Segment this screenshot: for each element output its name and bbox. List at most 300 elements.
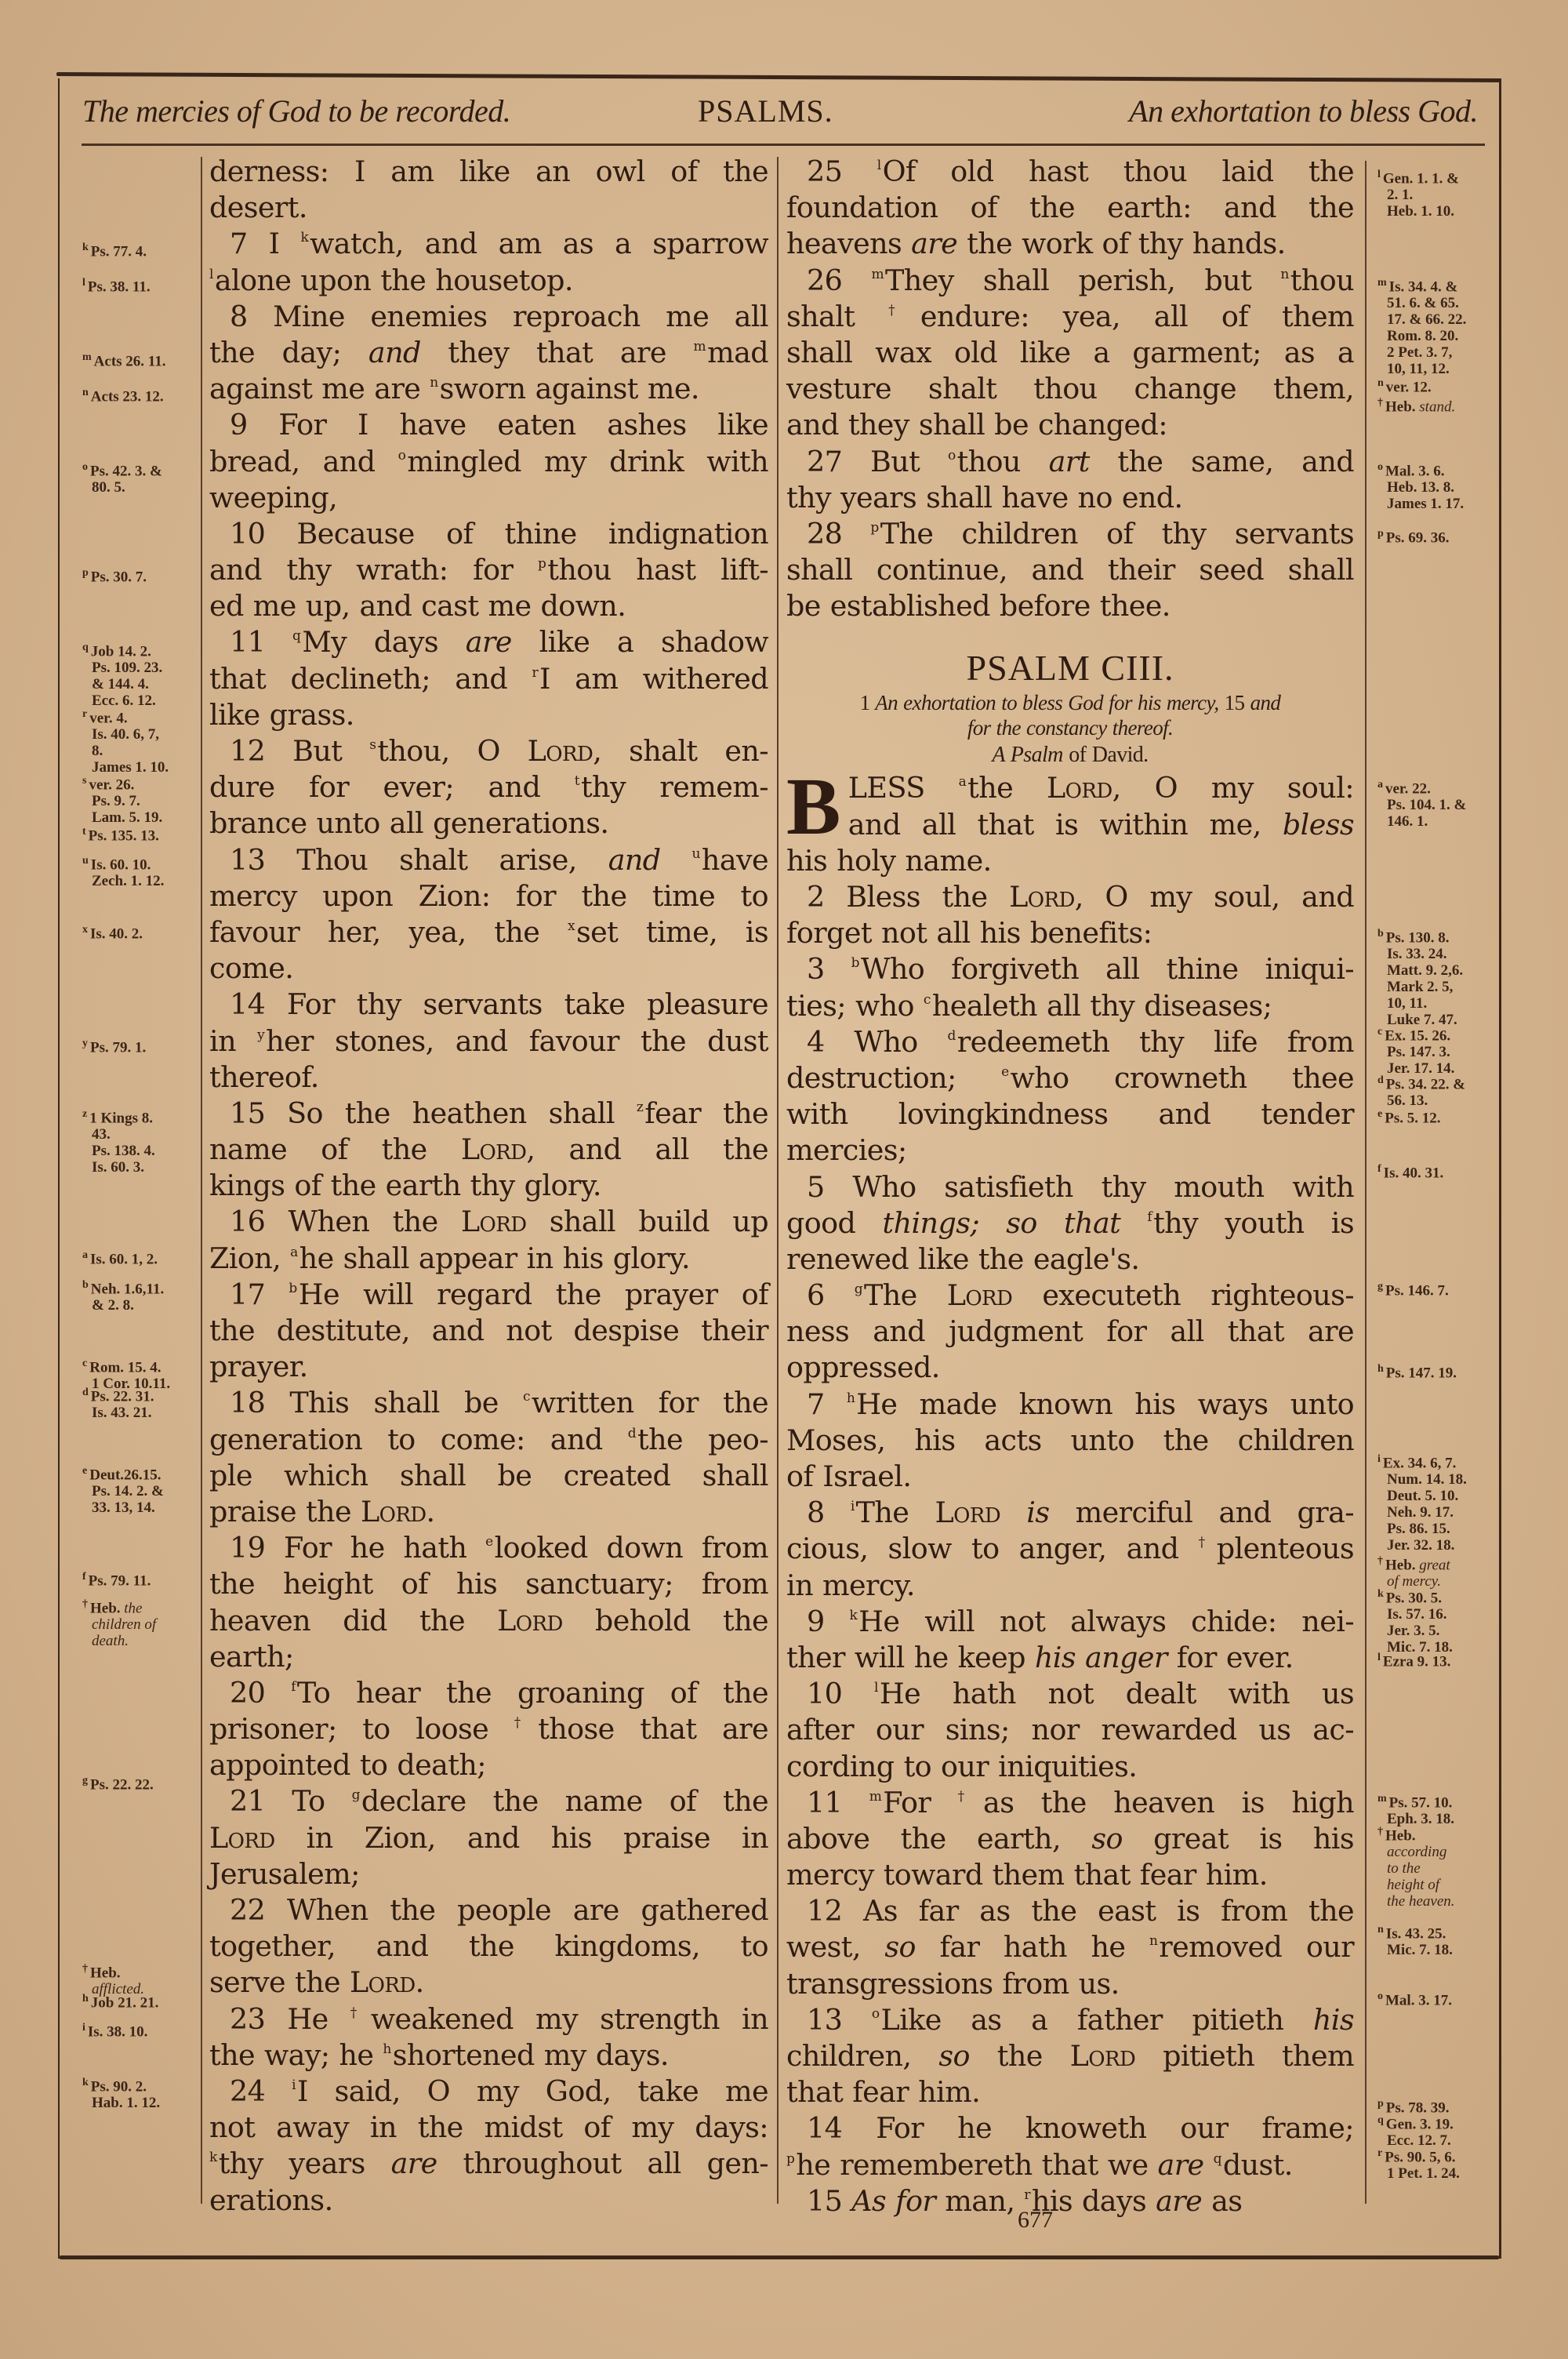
cross-reference: $^o$ Ps. 42. 3. & 80. 5. xyxy=(82,461,162,496)
reference-mark: m xyxy=(869,1788,882,1805)
text-line: the way; he $^h$shortened my days. xyxy=(209,2037,669,2072)
left-column-divider xyxy=(201,157,202,2204)
text-line: above the earth, so great is his xyxy=(786,1821,1355,1856)
text-line: in $^y$her stones, and favour the dust xyxy=(209,1023,768,1058)
psalm-title: PSALM CIII. xyxy=(966,648,1174,689)
reference-mark: p xyxy=(870,519,879,536)
italic-supplied-word: his xyxy=(1312,2002,1355,2037)
reference-key: † xyxy=(1377,397,1383,409)
text-line: ther will he keep his anger for ever. xyxy=(786,1640,1294,1674)
text-line: heavens are the work of thy hands. xyxy=(786,227,1286,261)
text-line: 14 For thy servants take pleasure xyxy=(230,987,768,1022)
text-line: in mercy. xyxy=(786,1568,915,1602)
text-line: 15 So the heathen shall $^z$fear the xyxy=(230,1096,769,1130)
cross-reference: $^c$ Rom. 15. 4. 1 Cor. 10.11. xyxy=(82,1358,171,1393)
right-column-divider xyxy=(1365,161,1367,2204)
reference-key: b xyxy=(82,1279,89,1291)
text-line: 13 Thou shalt arise, and $^u$have xyxy=(230,842,768,877)
cross-reference: $^l$ Ps. 38. 11. xyxy=(82,277,151,296)
text-line: 4 Who $^d$redeemeth thy life from xyxy=(807,1024,1354,1059)
reference-key: g xyxy=(1377,1281,1383,1292)
text-line: west, so far hath he $^n$removed our xyxy=(786,1930,1354,1965)
text-line: and all that is within me, bless xyxy=(848,807,1354,841)
text-line: cording to our iniquities. xyxy=(786,1749,1138,1783)
italic-supplied-word: As for xyxy=(851,2183,936,2218)
cross-reference: $^l$ Ezra 9. 13. xyxy=(1377,1652,1451,1670)
reference-mark: p xyxy=(537,556,546,572)
small-caps-lord: Lord xyxy=(209,1820,275,1855)
text-line: 7 I $^k$watch, and am as a sparrow xyxy=(230,227,768,261)
reference-mark: b xyxy=(289,1280,297,1296)
reference-mark: l xyxy=(877,158,881,173)
cross-reference: † Heb. great of mercy. xyxy=(1377,1555,1450,1590)
reference-key: d xyxy=(1377,1074,1384,1086)
reference-key: c xyxy=(1377,1026,1383,1038)
reference-mark: e xyxy=(1001,1063,1009,1080)
text-line: foundation of the earth: and the xyxy=(786,191,1354,225)
text-line: Lord in Zion, and his praise in xyxy=(209,1820,768,1855)
text-line: 11 $^q$My days are like a shadow xyxy=(230,625,768,660)
small-caps-lord: Lord xyxy=(935,1496,1001,1530)
reference-mark: x xyxy=(568,918,575,934)
text-line: after our sins; nor rewarded us ac- xyxy=(786,1713,1354,1747)
text-line: LESS $^a$the Lord, O my soul: xyxy=(848,771,1354,805)
italic-supplied-word: is xyxy=(1026,1496,1050,1530)
italic-supplied-word: his anger xyxy=(1034,1640,1167,1674)
text-line: 18 This shall be $^c$written for the xyxy=(230,1386,768,1420)
cross-reference: $^c$ Ex. 15. 26. Ps. 147. 3. Jer. 17. 14. xyxy=(1377,1026,1455,1078)
reference-mark: r xyxy=(532,664,538,681)
text-line: desert. xyxy=(209,191,307,225)
reference-key: d xyxy=(82,1387,89,1398)
reference-key: n xyxy=(1377,1924,1384,1936)
cross-reference: $^r$ Ps. 90. 5, 6. 1 Pet. 1. 24. xyxy=(1377,2147,1460,2183)
text-line: bread, and $^o$mingled my drink with xyxy=(209,444,768,478)
cross-reference: $^n$ Is. 43. 25. Mic. 7. 18. xyxy=(1377,1924,1453,1959)
cross-reference: $^p$ Ps. 78. 39. xyxy=(1377,2098,1450,2117)
text-line: prisoner; to loose †those that are xyxy=(209,1712,768,1747)
reference-key: i xyxy=(1377,1453,1381,1465)
reference-key: o xyxy=(82,461,88,473)
reference-key: l xyxy=(82,277,85,289)
text-line: the destitute, and not despise their xyxy=(209,1314,768,1347)
reference-mark: o xyxy=(397,447,406,463)
text-line: 7 $^h$He made known his ways unto xyxy=(807,1387,1355,1421)
text-line: and thy wrath: for $^p$thou hast lift- xyxy=(209,553,769,587)
cross-reference: $^k$ Ps. 30. 5. Is. 57. 16. Jer. 3. 5. Mic. 7. 18. xyxy=(1377,1588,1453,1656)
cross-reference: $^p$ Ps. 30. 7. xyxy=(82,567,147,586)
small-caps-lord: Lord xyxy=(497,1603,563,1637)
italic-supplied-word: so xyxy=(884,1930,916,1965)
text-line: ties; who $^c$healeth all thy diseases; xyxy=(786,988,1272,1023)
text-line: name of the Lord, and all the xyxy=(209,1132,768,1167)
reference-mark: m xyxy=(693,338,706,354)
cross-reference: $^f$ Is. 40. 31. xyxy=(1377,1163,1444,1182)
text-line: thy years shall have no end. xyxy=(786,480,1183,514)
text-line: come. xyxy=(209,951,294,986)
reference-key: b xyxy=(1377,928,1384,940)
text-line: 12 But $^s$thou, O Lord, shalt en- xyxy=(230,734,768,768)
reference-key: z xyxy=(82,1108,88,1120)
cross-reference: $^p$ Ps. 69. 36. xyxy=(1377,528,1450,547)
reference-key: g xyxy=(82,1775,88,1787)
small-caps-lord: Lord xyxy=(1047,771,1112,805)
reference-mark: † xyxy=(350,2005,369,2021)
text-line: with lovingkindness and tender xyxy=(786,1097,1354,1132)
reference-mark: f xyxy=(291,1678,296,1695)
text-line: the day; and they that are $^m$mad xyxy=(209,335,768,369)
italic-supplied-word: are xyxy=(1156,2183,1203,2218)
cross-reference: $^m$ Acts 26. 11. xyxy=(82,351,166,370)
text-line: mercy upon Zion: for the time to xyxy=(209,878,768,913)
text-line: mercy toward them that fear him. xyxy=(786,1858,1268,1892)
reference-mark: z xyxy=(636,1099,644,1115)
cross-reference: $^m$ Ps. 57. 10. Eph. 3. 18. xyxy=(1377,1793,1455,1828)
reference-key: m xyxy=(1377,1793,1387,1805)
text-line: that declineth; and $^r$I am withered xyxy=(209,661,768,696)
cross-reference: $^g$ Ps. 22. 22. xyxy=(82,1775,154,1794)
reference-mark: n xyxy=(430,375,438,391)
reference-key: e xyxy=(1377,1108,1383,1120)
text-line: erations. xyxy=(209,2183,333,2217)
text-line: prayer. xyxy=(209,1350,308,1384)
text-line: 26 $^m$They shall perish, but $^n$thou xyxy=(807,263,1354,297)
reference-key: t xyxy=(82,826,86,838)
cross-reference: $^e$ Ps. 5. 12. xyxy=(1377,1108,1441,1127)
reference-key: h xyxy=(82,1993,89,2005)
reference-mark: † xyxy=(888,302,919,318)
text-line: shall continue, and their seed shall xyxy=(786,553,1354,587)
italic-supplied-word: are xyxy=(1157,2147,1204,2182)
cross-reference: $^b$ Neh. 1.6,11. & 2. 8. xyxy=(82,1279,165,1314)
cross-reference: $^u$ Is. 60. 10. Zech. 1. 12. xyxy=(82,855,165,890)
reference-mark: u xyxy=(691,845,700,862)
reference-key: a xyxy=(1377,779,1383,791)
reference-mark: b xyxy=(851,955,859,972)
reference-key: † xyxy=(1377,1555,1383,1567)
reference-mark: f xyxy=(1147,1209,1152,1225)
cross-reference: † Heb. according to the height of the heaven. xyxy=(1377,1826,1455,1910)
text-line: ple which shall be created shall xyxy=(209,1458,768,1492)
text-line: the height of his sanctuary; from xyxy=(209,1567,768,1601)
reference-mark: c xyxy=(522,1389,530,1405)
cross-reference: $^h$ Ps. 147. 19. xyxy=(1377,1363,1457,1382)
text-line: heaven did the Lord behold the xyxy=(209,1603,768,1637)
text-line: brance unto all generations. xyxy=(209,806,609,841)
small-caps-lord: Lord xyxy=(1069,2039,1136,2073)
reference-mark: g xyxy=(351,1787,360,1804)
cross-reference: † Heb. the children of death. xyxy=(82,1598,157,1650)
text-line: ness and judgment for all that are xyxy=(786,1314,1354,1349)
italic-supplied-word: are xyxy=(465,625,512,660)
reference-mark: q xyxy=(1213,2150,1221,2167)
italic-supplied-word: are xyxy=(390,2146,437,2181)
page-number: 677 xyxy=(1018,2207,1053,2233)
text-line: favour her, yea, the $^x$set time, is xyxy=(209,914,768,949)
text-line: 20 $^f$To hear the groaning of the xyxy=(230,1675,768,1710)
reference-key: s xyxy=(82,775,87,787)
small-caps-lord: Lord xyxy=(1009,880,1075,914)
text-line: shalt †endure: yea, all of them xyxy=(786,299,1355,333)
text-line: 28 $^p$The children of thy servants xyxy=(807,516,1354,551)
text-line: 15 As for man, $^r$his days are as xyxy=(807,2183,1243,2218)
cross-reference: $^r$ ver. 4. Is. 40. 6, 7, 8. James 1. 10. xyxy=(82,708,169,776)
reference-mark: s xyxy=(369,737,376,753)
reference-key: x xyxy=(82,924,88,936)
cross-reference: $^f$ Ps. 79. 11. xyxy=(82,1571,151,1590)
reference-mark: q xyxy=(292,628,301,645)
cross-reference: $^i$ Ex. 34. 6, 7. Num. 14. 18. Deut. 5. 10. Neh. 9. 17. Ps. 86. 15. Jer. 32. 18. xyxy=(1377,1453,1467,1554)
reference-mark: † xyxy=(514,1715,537,1732)
text-line: 14 For he knoweth our frame; xyxy=(807,2111,1354,2146)
text-line: thereof. xyxy=(209,1060,319,1094)
text-line: $^p$he remembereth that we are $^q$dust. xyxy=(786,2147,1293,2182)
small-caps-lord: Lord xyxy=(460,1205,527,1239)
reference-key: m xyxy=(1377,277,1387,289)
cross-reference: $^o$ Mal. 3. 17. xyxy=(1377,1990,1452,2009)
reference-key: l xyxy=(1377,1652,1381,1663)
cross-reference: $^g$ Ps. 146. 7. xyxy=(1377,1281,1449,1299)
reference-mark: i xyxy=(850,1499,855,1515)
text-line: be established before thee. xyxy=(786,589,1171,623)
bottom-border-rule xyxy=(60,2255,1499,2259)
text-line: 13 $^o$Like as a father pitieth his xyxy=(807,2002,1355,2037)
text-line: derness: I am like an owl of the xyxy=(209,154,768,188)
text-line: Jerusalem; xyxy=(209,1856,360,1891)
center-column-divider xyxy=(777,157,779,2204)
reference-key: k xyxy=(1377,1588,1384,1600)
text-line: 8 Mine enemies reproach me all xyxy=(230,299,768,333)
cross-reference: $^l$ Gen. 1. 1. & 2. 1. Heb. 1. 10. xyxy=(1377,169,1459,220)
cross-reference: $^s$ ver. 26. Ps. 9. 7. Lam. 5. 19. xyxy=(82,775,163,827)
reference-mark: l xyxy=(209,266,213,282)
reference-key: c xyxy=(82,1358,88,1369)
reference-mark: i xyxy=(292,2077,296,2093)
text-line: mercies; xyxy=(786,1133,907,1168)
text-line: earth; xyxy=(209,1639,294,1674)
reference-mark: h xyxy=(846,1390,855,1406)
reference-key: a xyxy=(82,1249,88,1261)
running-head-right: An exhortation to bless God. xyxy=(1129,93,1478,129)
cross-reference: $^h$ Job 21. 21. xyxy=(82,1993,159,2012)
reference-mark: y xyxy=(257,1027,265,1043)
text-line: 10 Because of thine indignation xyxy=(230,516,768,551)
cross-reference: $^m$ Is. 34. 4. & 51. 6. & 65. 17. & 66. 22. Rom. 8. 20. 2 Pet. 3. 7, 10, 11, 12. xyxy=(1377,277,1467,378)
cross-reference: † Heb. stand. xyxy=(1377,397,1456,416)
text-line: $^k$thy years are throughout all gen- xyxy=(209,2146,768,2181)
reference-mark: g xyxy=(854,1281,862,1298)
reference-mark: c xyxy=(923,991,931,1008)
running-head-left: The mercies of God to be recorded. xyxy=(82,93,511,129)
text-line: 3 $^b$Who forgiveth all thine iniqui- xyxy=(807,952,1355,987)
italic-supplied-word: are xyxy=(911,227,958,261)
text-line: 27 But $^o$thou art the same, and xyxy=(807,444,1354,478)
reference-key: h xyxy=(1377,1363,1384,1375)
text-line: weeping, xyxy=(209,480,338,514)
cross-reference: $^y$ Ps. 79. 1. xyxy=(82,1038,147,1056)
reference-key: p xyxy=(1377,2098,1384,2110)
text-line: transgressions from us. xyxy=(786,1966,1120,2001)
text-line: Zion, $^a$he shall appear in his glory. xyxy=(209,1241,690,1275)
text-line: appointed to death; xyxy=(209,1748,486,1783)
drop-cap: B xyxy=(786,761,840,852)
reference-mark: r xyxy=(1024,2186,1030,2203)
text-line: 8 $^i$The Lord is merciful and gra- xyxy=(807,1496,1355,1530)
small-caps-lord: Lord xyxy=(349,1965,416,2000)
text-line: children, so the Lord pitieth them xyxy=(786,2039,1354,2073)
reference-mark: † xyxy=(957,1788,982,1805)
reference-key: q xyxy=(1377,2114,1384,2126)
running-head xyxy=(78,88,1482,135)
reference-key: q xyxy=(82,642,89,653)
reference-mark: k xyxy=(300,230,309,246)
italic-supplied-word: art xyxy=(1048,444,1090,478)
text-line: that fear him. xyxy=(786,2075,981,2110)
reference-key: k xyxy=(82,2077,89,2088)
cross-reference: $^n$ ver. 12. xyxy=(1377,377,1432,396)
text-line: generation to come: and $^d$the peo- xyxy=(209,1422,768,1456)
reference-key: l xyxy=(1377,169,1381,180)
cross-reference: $^z$ 1 Kings 8. 43. Ps. 138. 4. Is. 60. 3. xyxy=(82,1108,155,1176)
reference-mark: n xyxy=(1280,266,1289,282)
cross-reference: $^n$ Acts 23. 12. xyxy=(82,387,164,405)
text-line: 23 He †weakened my strength in xyxy=(230,2001,768,2036)
reference-key: f xyxy=(82,1571,86,1583)
psalm-103-text xyxy=(786,761,1355,2219)
cross-reference: $^x$ Is. 40. 2. xyxy=(82,924,143,943)
reference-mark: d xyxy=(947,1027,956,1044)
small-caps-lord: Lord xyxy=(946,1278,1013,1313)
left-text-column xyxy=(209,154,768,2219)
cross-reference: $^k$ Ps. 90. 2. Hab. 1. 12. xyxy=(82,2077,161,2112)
text-line: 2 Bless the Lord, O my soul, and xyxy=(807,880,1354,914)
reference-mark: h xyxy=(383,2041,391,2057)
text-line: renewed like the eagle's. xyxy=(786,1241,1140,1276)
reference-mark: n xyxy=(1149,1933,1158,1950)
right-text-column xyxy=(786,154,1354,2219)
text-line: Moses, his acts unto the children xyxy=(786,1423,1354,1457)
cross-reference: $^d$ Ps. 22. 31. Is. 43. 21. xyxy=(82,1387,154,1422)
reference-key: n xyxy=(82,387,89,398)
italic-supplied-word: things; so that xyxy=(882,1205,1121,1240)
cross-reference: $^a$ ver. 22. Ps. 104. 1. & 146. 1. xyxy=(1377,779,1467,831)
reference-key: † xyxy=(1377,1826,1383,1837)
reference-key: k xyxy=(82,242,89,253)
text-line: together, and the kingdoms, to xyxy=(209,1929,768,1964)
psalm-superscription: A Psalm of David. xyxy=(992,743,1149,768)
text-line: forget not all his benefits: xyxy=(786,916,1152,951)
reference-mark: m xyxy=(871,266,884,282)
cross-reference: $^a$ Is. 60. 1, 2. xyxy=(82,1249,158,1268)
small-caps-lord: Lord xyxy=(527,734,593,768)
reference-mark: p xyxy=(786,2150,795,2167)
text-line: 21 To $^g$declare the name of the xyxy=(230,1784,768,1819)
reference-key: e xyxy=(82,1465,88,1477)
text-line: not away in the midst of my days: xyxy=(209,2110,768,2145)
reference-key: y xyxy=(82,1038,88,1049)
reference-mark: d xyxy=(627,1425,637,1441)
text-line: 22 When the people are gathered xyxy=(230,1893,768,1927)
reference-mark: k xyxy=(209,2150,217,2166)
reference-key: r xyxy=(1377,2147,1383,2159)
reference-mark: o xyxy=(947,447,956,463)
psalm-summary: 1 An exhortation to bless God for his mercy, 15 and for the constancy thereof. xyxy=(859,691,1281,740)
italic-supplied-word: so xyxy=(938,2039,970,2073)
text-line: 6 $^g$The Lord executeth righteous- xyxy=(807,1278,1354,1313)
text-line: and they shall be changed: xyxy=(786,408,1167,442)
small-caps-lord: Lord xyxy=(460,1132,527,1167)
cross-reference: $^q$ Job 14. 2. Ps. 109. 23. & 144. 4. Ecc. 6. 12. xyxy=(82,642,163,710)
text-line: like grass. xyxy=(209,697,354,732)
reference-key: † xyxy=(82,1963,88,1975)
cross-reference: $^i$ Is. 38. 10. xyxy=(82,2022,148,2041)
text-line: $^l$alone upon the housetop. xyxy=(209,263,573,297)
cross-reference: † Heb. afflicted. xyxy=(82,1963,145,1998)
text-line: 16 When the Lord shall build up xyxy=(230,1205,768,1239)
text-line: kings of the earth thy glory. xyxy=(209,1169,601,1203)
cross-reference: $^q$ Gen. 3. 19. Ecc. 12. 7. xyxy=(1377,2114,1454,2150)
text-line: of Israel. xyxy=(786,1459,912,1493)
text-line: destruction; $^e$who crowneth thee xyxy=(786,1060,1355,1095)
italic-supplied-word: bless xyxy=(1282,807,1354,841)
italic-supplied-word: so xyxy=(1091,1821,1123,1856)
reference-mark: a xyxy=(958,774,967,791)
psalm-102-continuation xyxy=(786,154,1354,624)
text-line: 5 Who satisfieth thy mouth with xyxy=(807,1169,1354,1204)
text-line: shall wax old like a garment; as a xyxy=(786,335,1354,369)
text-line: good things; so that $^f$thy youth is xyxy=(786,1205,1355,1240)
text-line: 17 $^b$He will regard the prayer of xyxy=(230,1277,768,1311)
reference-key: p xyxy=(1377,528,1384,540)
text-line: 9 For I have eaten ashes like xyxy=(230,408,768,442)
reference-key: r xyxy=(82,708,88,720)
reference-key: u xyxy=(82,855,89,867)
reference-mark: e xyxy=(485,1534,493,1550)
italic-supplied-word: and xyxy=(608,842,661,877)
text-line: vesture shalt thou change them, xyxy=(786,372,1354,406)
reference-key: o xyxy=(1377,1990,1383,2002)
reference-key: † xyxy=(82,1598,88,1610)
reference-key: f xyxy=(1377,1163,1381,1175)
text-line: 9 $^k$He will not always chide: nei- xyxy=(807,1604,1354,1638)
text-line: serve the Lord. xyxy=(209,1965,424,2000)
text-line: 11 $^m$For †as the heaven is high xyxy=(807,1785,1354,1819)
italic-supplied-word: and xyxy=(368,335,421,369)
reference-key: i xyxy=(82,2022,85,2034)
cross-reference: $^d$ Ps. 34. 22. & 56. 13. xyxy=(1377,1074,1466,1110)
reference-key: n xyxy=(1377,377,1384,389)
text-line: against me are $^n$sworn against me. xyxy=(209,372,699,406)
text-line: 10 $^l$He hath not dealt with us xyxy=(807,1677,1355,1711)
reference-mark: l xyxy=(874,1680,878,1696)
text-line: praise the Lord. xyxy=(209,1494,435,1528)
reference-mark: o xyxy=(871,2005,880,2022)
header-rule xyxy=(82,144,1485,146)
reference-key: o xyxy=(1377,461,1383,473)
text-line: 24 $^i$I said, O my God, take me xyxy=(230,2074,768,2108)
reference-key: p xyxy=(82,567,89,579)
reference-mark: a xyxy=(290,1244,298,1260)
cross-reference: $^e$ Deut.26.15. Ps. 14. 2. & 33. 13, 14. xyxy=(82,1465,164,1517)
text-line: dure for ever; and $^t$thy remem- xyxy=(209,770,768,805)
cross-reference: $^k$ Ps. 77. 4. xyxy=(82,242,147,260)
cross-reference: $^o$ Mal. 3. 6. Heb. 13. 8. James 1. 17. xyxy=(1377,461,1465,513)
text-line: cious, slow to anger, and †plenteous xyxy=(786,1532,1354,1566)
cross-reference: $^b$ Ps. 130. 8. Is. 33. 24. Matt. 9. 2,6. Mark 2. 5, 10, 11. Luke 7. 47. xyxy=(1377,928,1464,1029)
reference-mark: † xyxy=(1198,1535,1215,1551)
reference-mark: t xyxy=(574,773,579,790)
text-line: 25 $^l$Of old hast thou laid the xyxy=(807,154,1354,188)
